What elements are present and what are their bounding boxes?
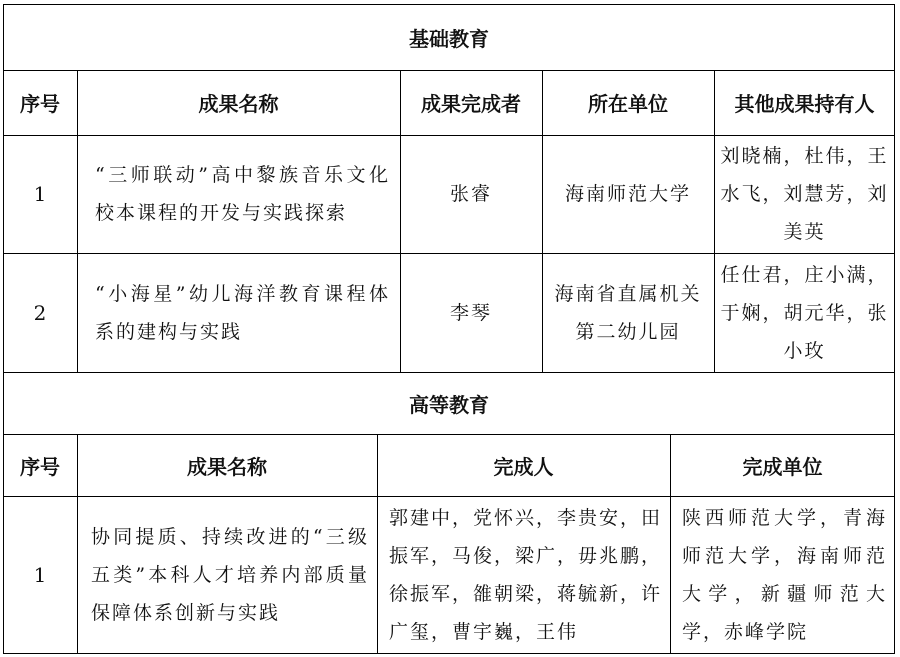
row-number: 2: [33, 300, 47, 325]
header-completers: 完成人: [493, 454, 554, 479]
row-number: 1: [33, 182, 47, 206]
other-holders: 刘晓楠，杜伟，王水飞，刘慧芳，刘美英: [720, 145, 889, 243]
section-title-higher-education: 高等教育: [409, 392, 489, 417]
column-divider: [77, 434, 78, 654]
header-seq: 序号: [20, 454, 60, 479]
completers: 郭建中，党怀兴，李贵安，田振军，马俊，梁广，毋兆鹏，徐振军，雒朝梁，蒋毓新，许广玺，曹宇巍，王伟: [389, 507, 663, 643]
header-other-holders: 其他成果持有人: [734, 92, 875, 116]
table-border: [894, 4, 895, 654]
completer: 李琴: [449, 301, 492, 324]
unit: 海南师范大学: [564, 183, 691, 205]
header-unit: 所在单位: [588, 92, 668, 116]
header-achievement-name: 成果名称: [187, 454, 267, 479]
achievement-name: “小海星”幼儿海洋教育课程体系的建构与实践: [95, 282, 390, 343]
header-achievement-name: 成果名称: [198, 92, 279, 116]
achievement-name: 协同提质、持续改进的“三级五类”本科人才培养内部质量保障体系创新与实践: [91, 526, 369, 624]
completer: 张睿: [449, 183, 492, 205]
header-seq: 序号: [20, 92, 60, 116]
unit: 海南省直属机关第二幼儿园: [554, 282, 702, 343]
achievement-name: “三师联动”高中黎族音乐文化校本课程的开发与实践探索: [95, 164, 390, 224]
column-divider: [670, 434, 671, 654]
column-divider: [77, 70, 78, 372]
column-divider: [714, 70, 715, 372]
table-border: [3, 653, 895, 654]
row-divider: [3, 253, 895, 254]
header-completer: 成果完成者: [421, 92, 521, 116]
row-divider: [3, 434, 895, 435]
table-border: [3, 4, 895, 5]
column-divider: [400, 70, 401, 372]
completing-unit: 陕西师范大学，青海师范大学，海南师范大学，新疆师范大学，赤峰学院: [682, 507, 887, 643]
column-divider: [377, 434, 378, 654]
table-border: [3, 4, 4, 654]
other-holders: 任仕君，庄小满，于娴，胡元华，张小玫: [720, 263, 889, 362]
row-divider: [3, 496, 895, 497]
section-title-basic-education: 基础教育: [409, 26, 489, 51]
row-divider: [3, 372, 895, 373]
row-divider: [3, 70, 895, 71]
row-number: 1: [33, 563, 47, 587]
column-divider: [542, 70, 543, 372]
header-completing-unit: 完成单位: [742, 454, 823, 479]
row-divider: [3, 135, 895, 136]
